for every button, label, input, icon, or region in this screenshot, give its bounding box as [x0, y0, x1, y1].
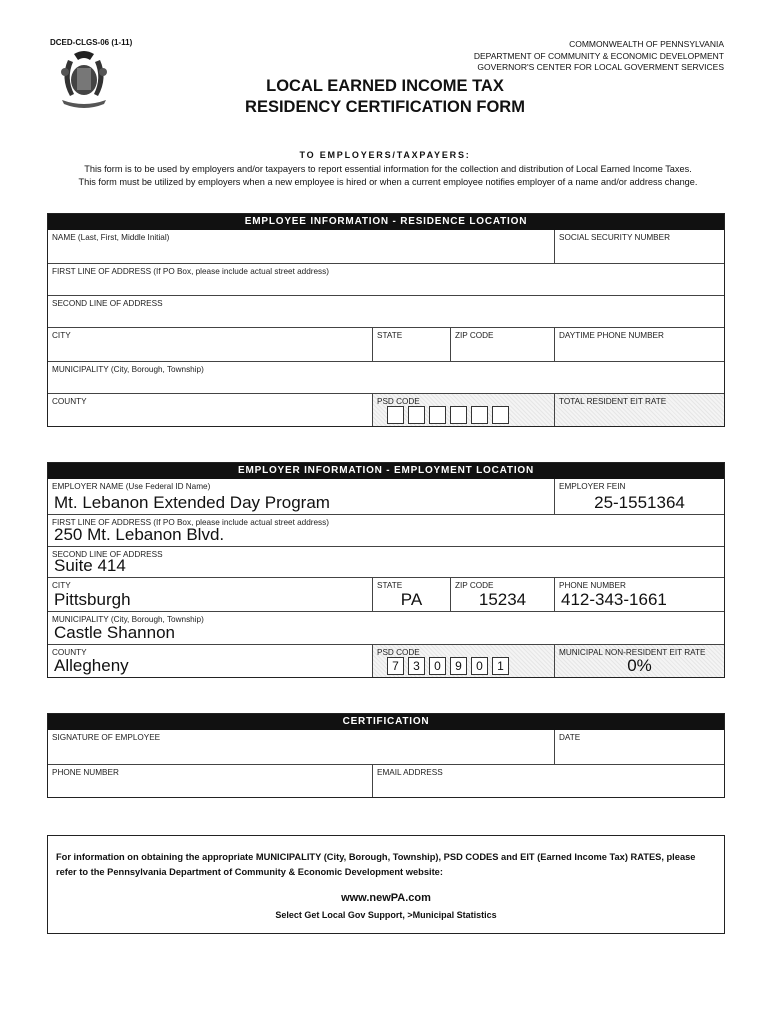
intro-line: This form is to be used by employers and/or taxpayers to report essential information for the collection and distribution of Local Earned Income Taxes.	[84, 164, 692, 174]
email-field[interactable]	[372, 765, 724, 797]
employee-name-row	[48, 230, 724, 263]
info-text: For information on obtaining the appropriate MUNICIPALITY (City, Borough, Township), PSD CODES and EIT (Earned Income Tax) RATES, please refer to the Pennsylvania Department of Community & Economic Development website:	[56, 852, 696, 877]
employer-city-value: Pittsburgh	[54, 590, 131, 609]
employer-state-value: PA	[400, 590, 423, 609]
employee-state-field[interactable]	[372, 328, 450, 361]
psd-digit-box[interactable]	[408, 406, 425, 424]
field-label: MUNICIPAL NON-RESIDENT EIT RATE	[559, 648, 706, 657]
website-link[interactable]: www.newPA.com	[341, 892, 431, 904]
agency-line: GOVERNOR'S CENTER FOR LOCAL GOVERMENT SERVICES	[477, 62, 724, 72]
employer-name-row	[48, 479, 724, 514]
psd-digit-box[interactable]: 9	[450, 657, 467, 675]
employee-addr2-row	[48, 295, 724, 327]
employee-municipality-field[interactable]	[48, 362, 724, 393]
title-line-2: RESIDENCY CERTIFICATION FORM	[245, 98, 525, 116]
agency-line: DEPARTMENT OF COMMUNITY & ECONOMIC DEVELOPMENT	[473, 50, 724, 61]
field-label: ZIP CODE	[455, 331, 494, 340]
employee-municipality-row	[48, 361, 724, 393]
employer-name-field[interactable]	[48, 479, 554, 514]
employer-addr1-row	[48, 514, 724, 546]
psd-digit-box[interactable]: 0	[429, 657, 446, 675]
intro-line: This form must be utilized by employers when a new employee is hired or when a current employee notifies employer of a name and/or address change.	[78, 177, 698, 187]
psd-digit-box[interactable]	[450, 406, 467, 424]
field-label: FIRST LINE OF ADDRESS (If PO Box, please include actual street address)	[52, 518, 329, 527]
psd-digit-box[interactable]	[387, 406, 404, 424]
employee-ssn-field[interactable]	[554, 230, 724, 263]
intro-text	[48, 163, 728, 189]
employee-phone-field[interactable]	[554, 328, 724, 361]
cert-phone-field[interactable]	[48, 765, 372, 797]
signature-row	[48, 730, 724, 764]
employer-addr1-value: 250 Mt. Lebanon Blvd.	[54, 525, 225, 544]
employee-addr2-field[interactable]	[48, 296, 724, 327]
agency-line: COMMONWEALTH OF PENNSYLVANIA	[569, 39, 724, 49]
form-title	[0, 76, 770, 118]
employer-eit-value: 0%	[627, 656, 652, 675]
employee-addr1-field[interactable]	[48, 264, 724, 295]
field-label: SECOND LINE OF ADDRESS	[52, 550, 163, 559]
employer-phone-field[interactable]	[554, 578, 724, 611]
psd-code-boxes	[387, 657, 509, 675]
employer-zip-field[interactable]	[450, 578, 554, 611]
employer-section	[47, 462, 725, 678]
employer-state-field[interactable]	[372, 578, 450, 611]
employee-county-row	[48, 393, 724, 426]
psd-code-boxes	[387, 406, 509, 424]
psd-digit-box[interactable]	[471, 406, 488, 424]
employee-name-field[interactable]	[48, 230, 554, 263]
field-label: CITY	[52, 331, 71, 340]
employer-city-field[interactable]	[48, 578, 372, 611]
field-label: SECOND LINE OF ADDRESS	[52, 299, 163, 308]
field-label: SOCIAL SECURITY NUMBER	[559, 233, 671, 242]
employer-psd-field	[372, 645, 554, 677]
employer-county-value: Allegheny	[54, 656, 129, 675]
instructions-text: Select Get Local Gov Support, >Municipal Statistics	[275, 910, 497, 920]
psd-digit-box[interactable]	[429, 406, 446, 424]
employer-eit-field	[554, 645, 724, 677]
field-label: ZIP CODE	[455, 581, 494, 590]
date-field[interactable]	[554, 730, 724, 764]
field-label: PSD CODE	[377, 648, 420, 657]
employee-county-field[interactable]	[48, 394, 372, 426]
employee-city-field[interactable]	[48, 328, 372, 361]
field-label: COUNTY	[52, 648, 87, 657]
field-label: STATE	[377, 331, 403, 340]
field-label: EMAIL ADDRESS	[377, 768, 443, 777]
employer-name-value: Mt. Lebanon Extended Day Program	[54, 493, 330, 512]
field-label: DATE	[559, 733, 581, 742]
field-label: EMPLOYER FEIN	[559, 482, 626, 491]
employee-city-row	[48, 327, 724, 361]
psd-digit-box[interactable]: 3	[408, 657, 425, 675]
employer-county-row	[48, 644, 724, 677]
field-label: EMPLOYER NAME (Use Federal ID Name)	[52, 482, 211, 491]
employer-heading: EMPLOYER INFORMATION - EMPLOYMENT LOCATION	[48, 463, 724, 479]
field-label: FIRST LINE OF ADDRESS (If PO Box, please include actual street address)	[52, 267, 329, 276]
employer-addr2-field[interactable]	[48, 547, 724, 577]
field-label: SIGNATURE OF EMPLOYEE	[52, 733, 161, 742]
employee-heading: EMPLOYEE INFORMATION - RESIDENCE LOCATION	[48, 214, 724, 230]
employer-fein-value: 25-1551364	[594, 493, 685, 512]
psd-digit-box[interactable]: 7	[387, 657, 404, 675]
employer-city-row	[48, 577, 724, 611]
employer-county-field[interactable]	[48, 645, 372, 677]
field-label: MUNICIPALITY (City, Borough, Township)	[52, 615, 204, 624]
employer-addr2-value: Suite 414	[54, 556, 126, 575]
form-number: DCED-CLGS-06 (1-11)	[50, 38, 133, 47]
employer-addr1-field[interactable]	[48, 515, 724, 546]
psd-digit-box[interactable]: 0	[471, 657, 488, 675]
field-label: TOTAL RESIDENT EIT RATE	[559, 397, 667, 406]
agency-block	[474, 39, 724, 74]
psd-digit-box[interactable]: 1	[492, 657, 509, 675]
employer-municipality-field[interactable]	[48, 612, 724, 644]
field-label: PSD CODE	[377, 397, 420, 406]
field-label: CITY	[52, 581, 71, 590]
field-label: NAME (Last, First, Middle Initial)	[52, 233, 170, 242]
employee-addr1-row	[48, 263, 724, 295]
info-box	[47, 835, 725, 934]
employer-zip-value: 15234	[478, 590, 527, 609]
title-line-1: LOCAL EARNED INCOME TAX	[266, 77, 504, 95]
field-label: PHONE NUMBER	[52, 768, 119, 777]
employee-psd-field	[372, 394, 554, 426]
certification-section	[47, 713, 725, 798]
certification-heading: CERTIFICATION	[48, 714, 724, 730]
employer-fein-field[interactable]	[554, 479, 724, 514]
signature-field[interactable]	[48, 730, 554, 764]
field-label: MUNICIPALITY (City, Borough, Township)	[52, 365, 204, 374]
to-heading: TO EMPLOYERS/TAXPAYERS:	[299, 150, 471, 160]
employer-municipality-value: Castle Shannon	[54, 623, 175, 642]
employee-section	[47, 213, 725, 427]
psd-digit-box[interactable]	[492, 406, 509, 424]
field-label: STATE	[377, 581, 403, 590]
employee-zip-field[interactable]	[450, 328, 554, 361]
field-label: COUNTY	[52, 397, 87, 406]
employer-addr2-row	[48, 546, 724, 577]
contact-row	[48, 764, 724, 797]
field-label: DAYTIME PHONE NUMBER	[559, 331, 664, 340]
employer-phone-value: 412-343-1661	[561, 590, 667, 609]
employer-municipality-row	[48, 611, 724, 644]
field-label: PHONE NUMBER	[559, 581, 626, 590]
employee-eit-field	[554, 394, 724, 426]
